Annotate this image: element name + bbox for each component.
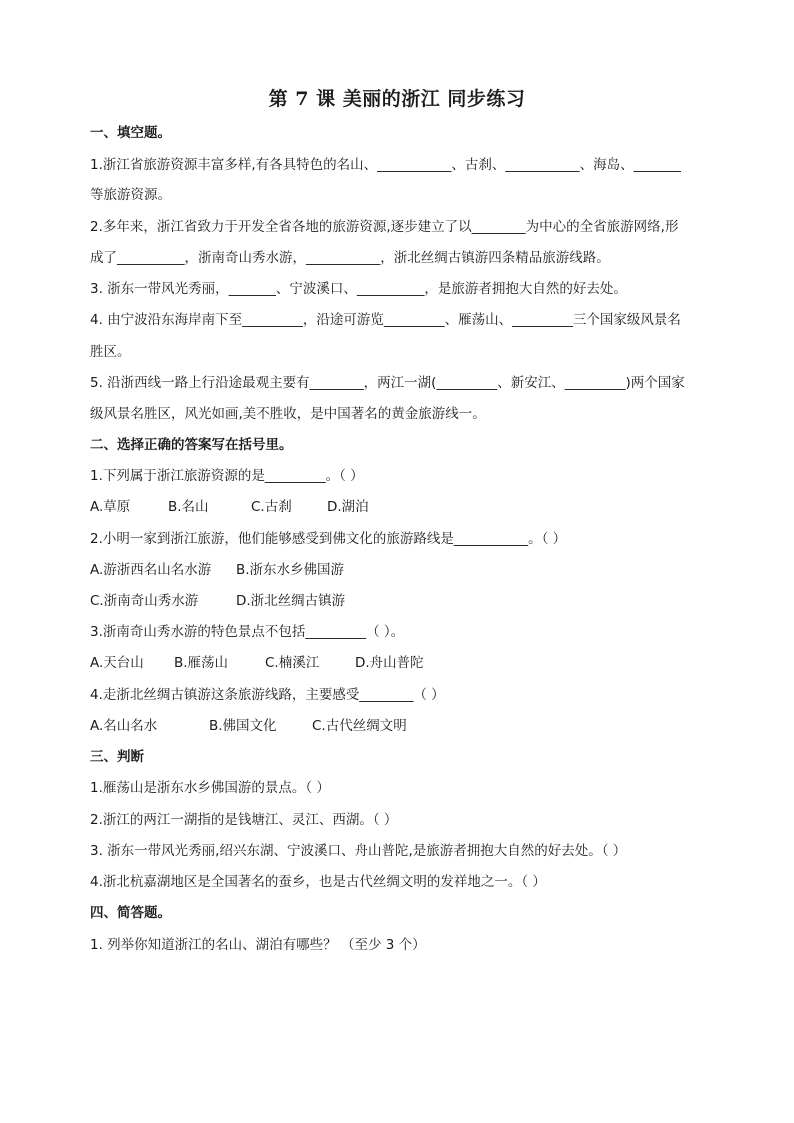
option-d: D.浙北丝绸古镇游 — [236, 593, 346, 609]
option-a: A.名山名水 — [90, 718, 158, 734]
option-a: A.游浙西名山名水游 — [90, 562, 212, 578]
option-b: B.佛国文化 — [209, 718, 277, 734]
fill-line-6: 4. 由宁波沿东海岸南下至_________，沿途可游览_________、雁荡山、_________三个国家级风景名 — [90, 312, 681, 328]
judge-item-2: 2.浙江的两江一湖指的是钱塘江、灵江、西湖。（ ） — [90, 812, 398, 828]
section-heading-choice: 二、选择正确的答案写在括号里。 — [90, 437, 293, 453]
fill-line-1: 1.浙江省旅游资源丰富多样,有各具特色的名山、___________、古刹、___________、海岛、_______ — [90, 157, 681, 173]
option-b: B.名山 — [168, 499, 209, 515]
choice-options-3 — [90, 653, 710, 673]
option-b: B.雁荡山 — [174, 655, 229, 671]
choice-options-1 — [90, 497, 710, 517]
fill-line-5: 3. 浙东一带风光秀丽，_______、宁波溪口、__________，是旅游者拥抱大自然的好去处。 — [90, 281, 627, 297]
choice-question-2: 2.小明一家到浙江旅游，他们能够感受到佛文化的旅游路线是___________。（ ） — [90, 531, 567, 547]
fill-line-8: 5. 沿浙西线一路上行沿途最观主要有________，两江一湖(_________、新安江、_________)两个国家 — [90, 375, 685, 391]
section-heading-short: 四、简答题。 — [90, 905, 171, 921]
option-c: C.古刹 — [251, 499, 292, 515]
fill-line-3: 2.多年来，浙江省致力于开发全省各地的旅游资源,逐步建立了以________为中心的全省旅游网络,形 — [90, 219, 679, 235]
fill-line-2: 等旅游资源。 — [90, 187, 171, 203]
section-heading-judge: 三、判断 — [90, 749, 144, 765]
choice-question-4: 4.走浙北丝绸古镇游这条旅游线路，主要感受________（ ） — [90, 687, 445, 703]
option-d: D.舟山普陀 — [355, 655, 424, 671]
choice-question-3: 3.浙南奇山秀水游的特色景点不包括_________（ ）。 — [90, 624, 405, 640]
fill-line-4: 成了__________，浙南奇山秀水游，___________，浙北丝绸古镇游四条精品旅游线路。 — [90, 250, 610, 266]
fill-line-9: 级风景名胜区，风光如画,美不胜收，是中国著名的黄金旅游线一。 — [90, 406, 486, 422]
section-heading-fill: 一、填空题。 — [90, 125, 171, 141]
choice-options-2b — [90, 591, 710, 611]
option-d: D.湖泊 — [327, 499, 369, 515]
judge-item-4: 4.浙北杭嘉湖地区是全国著名的蚕乡，也是古代丝绸文明的发祥地之一。（ ） — [90, 874, 546, 890]
choice-question-1: 1.下列属于浙江旅游资源的是_________。（ ） — [90, 468, 364, 484]
short-item-1: 1. 列举你知道浙江的名山、湖泊有哪些？ （至少 3 个） — [90, 937, 426, 953]
option-b: B.浙东水乡佛国游 — [236, 562, 345, 578]
judge-item-1: 1.雁荡山是浙东水乡佛国游的景点。（ ） — [90, 780, 330, 796]
option-a: A.草原 — [90, 499, 131, 515]
choice-options-2a — [90, 560, 710, 580]
fill-line-7: 胜区。 — [90, 344, 131, 360]
option-a: A.天台山 — [90, 655, 144, 671]
judge-item-3: 3. 浙东一带风光秀丽,绍兴东湖、宁波溪口、舟山普陀,是旅游者拥抱大自然的好去处。（ ） — [90, 843, 627, 859]
choice-options-4 — [90, 716, 710, 736]
page-title: 第 7 课 美丽的浙江 同步练习 — [268, 88, 526, 110]
option-c: C.浙南奇山秀水游 — [90, 593, 199, 609]
option-c: C.楠溪江 — [265, 655, 320, 671]
option-c: C.古代丝绸文明 — [312, 718, 407, 734]
